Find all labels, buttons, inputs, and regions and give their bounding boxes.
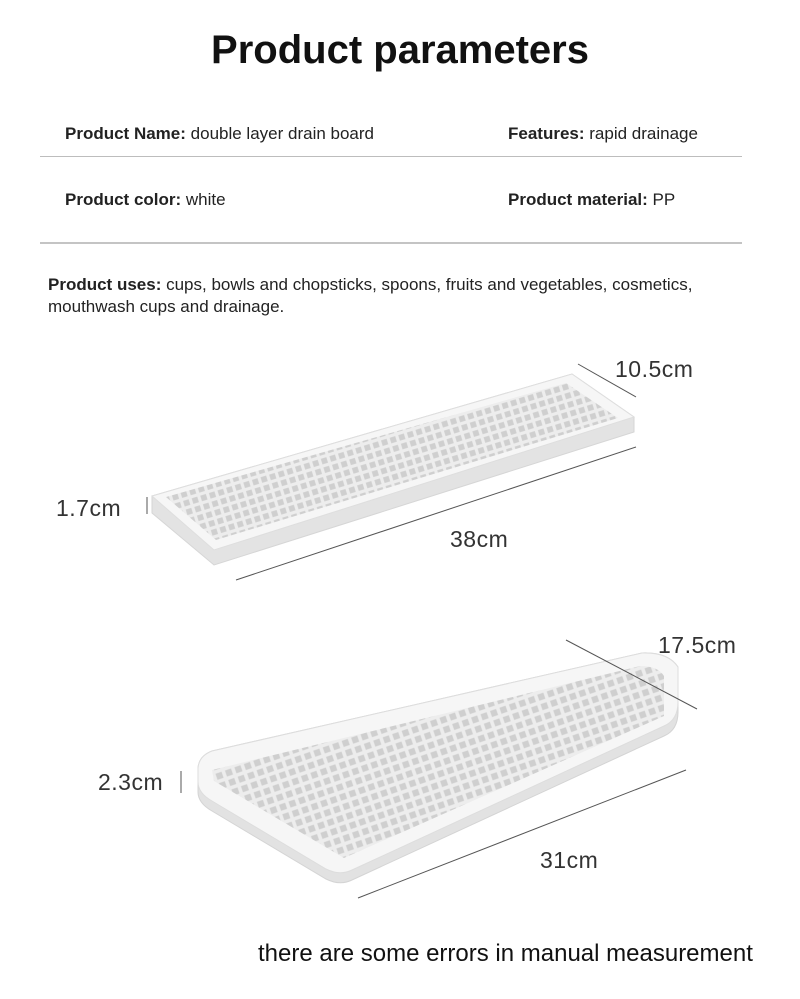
param-label: Product Name: — [65, 124, 186, 143]
small-tray — [152, 374, 634, 565]
dimension-width-large: 17.5cm — [658, 632, 737, 658]
measurement-note: there are some errors in manual measurement — [258, 940, 753, 967]
large-tray — [198, 653, 678, 883]
param-value: double layer drain board — [190, 124, 375, 143]
param-value: PP — [652, 190, 676, 209]
page-title: Product parameters — [211, 28, 589, 72]
uses-label: Product uses: — [48, 275, 162, 294]
dimension-height-small: 1.7cm — [56, 495, 122, 521]
param-value: white — [185, 190, 226, 209]
param-label: Features: — [508, 124, 585, 143]
dimension-height-large: 2.3cm — [98, 769, 164, 795]
dimension-width-small: 10.5cm — [615, 356, 694, 382]
param-label: Product color: — [65, 190, 182, 209]
param-value: rapid drainage — [589, 124, 698, 143]
dimension-length-small: 38cm — [450, 526, 509, 552]
param-label: Product material: — [508, 190, 648, 209]
dimension-length-large: 31cm — [540, 847, 599, 873]
uses-value: cups, bowls and chopsticks, spoons, fruits and vegetables, cosmetics, mouthwash cups and drainage. — [48, 275, 693, 316]
